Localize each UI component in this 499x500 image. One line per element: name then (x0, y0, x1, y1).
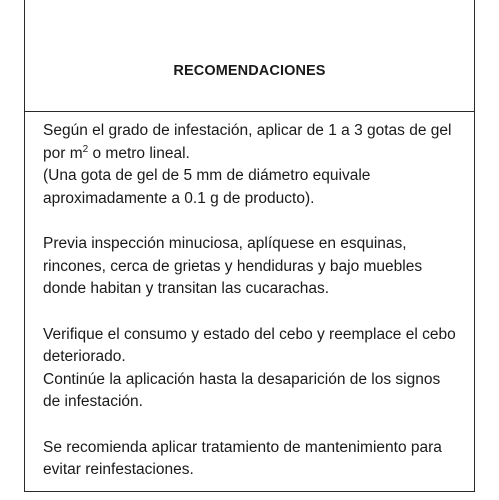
text-line: Se recomienda aplicar tratamiento de mantenimiento para (43, 438, 442, 456)
text-line: (Una gota de gel de 5 mm de diámetro equivale (43, 167, 371, 184)
paragraph-maintenance (43, 437, 464, 482)
text-line: deteriorado. (43, 348, 126, 365)
text-line: evitar reinfestaciones. (43, 461, 194, 478)
text-line: rincones, cerca de grietas y hendiduras y bajo muebles (43, 257, 423, 275)
recommendations-table (24, 0, 475, 492)
text-line: Según el grado de infestación, aplicar de 1 a 3 gotas de gel (43, 122, 452, 139)
superscript: 2 (82, 143, 89, 155)
text-line: donde habitan y transitan las cucarachas. (43, 280, 330, 297)
paragraph-dosage (43, 120, 464, 210)
paragraph-application-sites (43, 233, 464, 301)
text-line (43, 143, 464, 166)
paragraph-gap (43, 414, 464, 437)
paragraph-monitoring (43, 324, 464, 414)
text-fragment: o metro lineal. (88, 144, 190, 162)
text-line: de infestación. (43, 393, 143, 410)
text-line: Verifique el consumo y estado del cebo y reemplace el cebo (43, 325, 456, 343)
text-line: aproximadamente a 0.1 g de producto). (43, 189, 315, 207)
table-title: RECOMENDACIONES (173, 63, 326, 79)
text-line: Previa inspección minuciosa, aplíquese en esquinas, (43, 235, 407, 252)
text-fragment: por m (43, 144, 83, 162)
paragraph-gap (43, 210, 464, 233)
table-header-row (25, 0, 474, 112)
table-body-cell (43, 120, 464, 482)
text-line: Continúe la aplicación hasta la desaparición de los signos (43, 370, 441, 388)
paragraph-gap (43, 301, 464, 324)
